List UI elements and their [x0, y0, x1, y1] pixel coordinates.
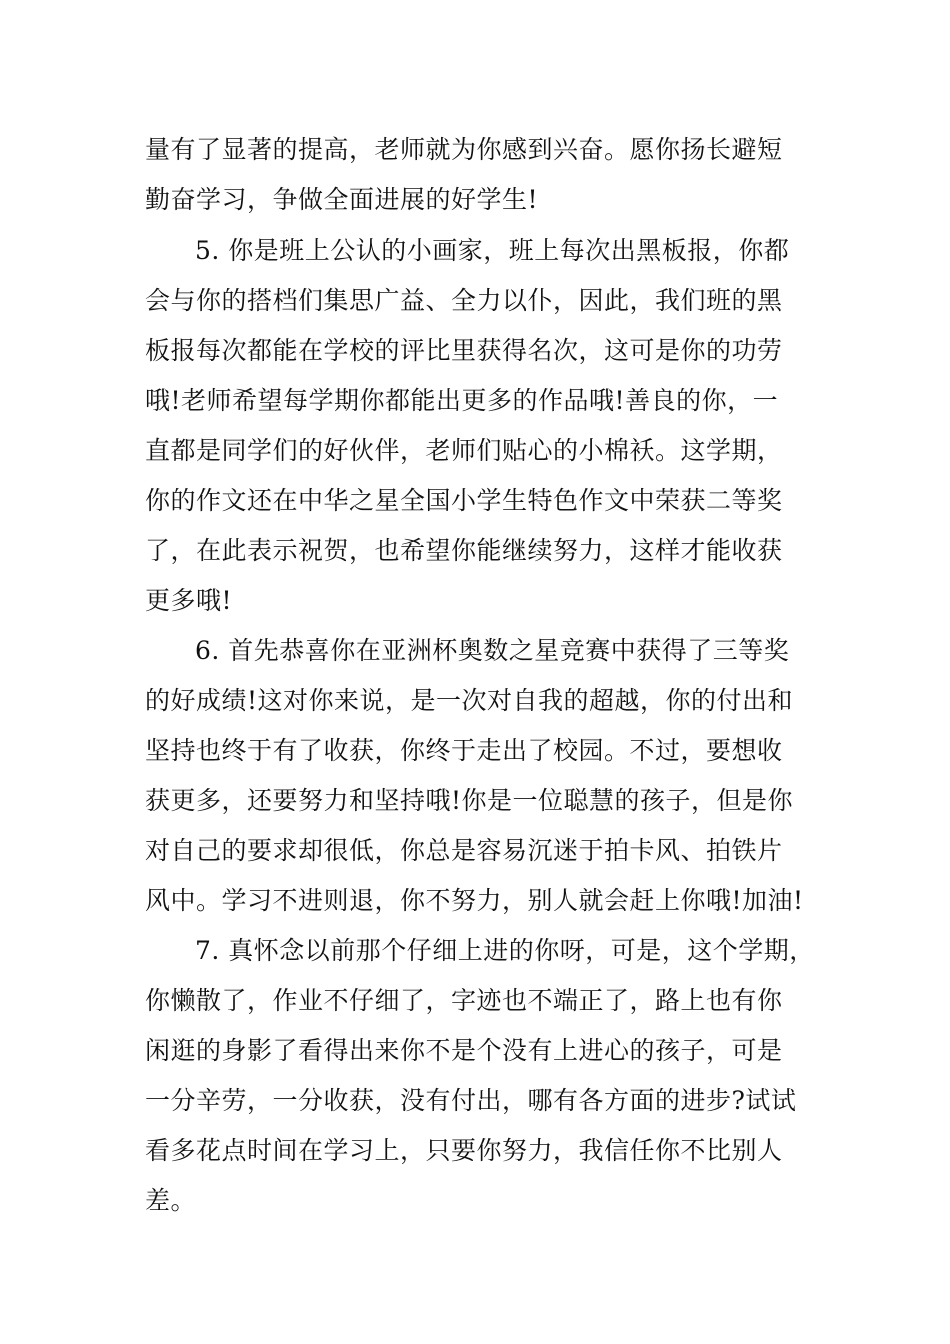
text-line: 闲逛的身影了看得出来你不是个没有上进心的孩子，可是 [145, 1036, 783, 1065]
text-line: 你的作文还在中华之星全国小学生特色作文中荣获二等奖 [145, 486, 783, 515]
text-line: 哦!老师希望每学期你都能出更多的作品哦!善良的你，一 [145, 386, 779, 415]
text-line: 直都是同学们的好伙伴，老师们贴心的小棉袄。这学期， [145, 436, 783, 465]
text-line: 风中。学习不进则退，你不努力，别人就会赶上你哦!加油! [145, 886, 804, 915]
text-line: 获更多，还要努力和坚持哦!你是一位聪慧的孩子，但是你 [145, 786, 794, 815]
text-line: 更多哦! [145, 586, 233, 615]
text-line: 量有了显著的提高，老师就为你感到兴奋。愿你扬长避短 [145, 135, 783, 164]
paragraph-5-first-line: 5. 你是班上公认的小画家，班上每次出黑板报，你都 [195, 236, 790, 265]
text-line: 看多花点时间在学习上，只要你努力，我信任你不比别人 [145, 1136, 783, 1165]
text-line: 的好成绩!这对你来说，是一次对自我的超越，你的付出和 [145, 686, 794, 715]
text-line: 勤奋学习，争做全面进展的好学生! [145, 185, 539, 214]
text-line: 对自己的要求却很低，你总是容易沉迷于拍卡风、拍铁片 [145, 836, 783, 865]
text-line: 一分辛劳，一分收获，没有付出，哪有各方面的进步?试试 [145, 1086, 797, 1115]
text-line: 板报每次都能在学校的评比里获得名次，这可是你的功劳 [145, 336, 783, 365]
paragraph-7-first-line: 7. 真怀念以前那个仔细上进的你呀，可是，这个学期， [195, 936, 815, 965]
paragraph-6-first-line: 6. 首先恭喜你在亚洲杯奥数之星竞赛中获得了三等奖 [195, 636, 790, 665]
text-line: 了，在此表示祝贺，也希望你能继续努力，这样才能收获 [145, 536, 783, 565]
text-line: 会与你的搭档们集思广益、全力以仆，因此，我们班的黑 [145, 286, 783, 315]
text-line: 差。 [145, 1186, 197, 1215]
text-line: 你懒散了，作业不仔细了，字迹也不端正了，路上也有你 [145, 986, 783, 1015]
text-line: 坚持也终于有了收获，你终于走出了校园。不过，要想收 [145, 736, 783, 765]
